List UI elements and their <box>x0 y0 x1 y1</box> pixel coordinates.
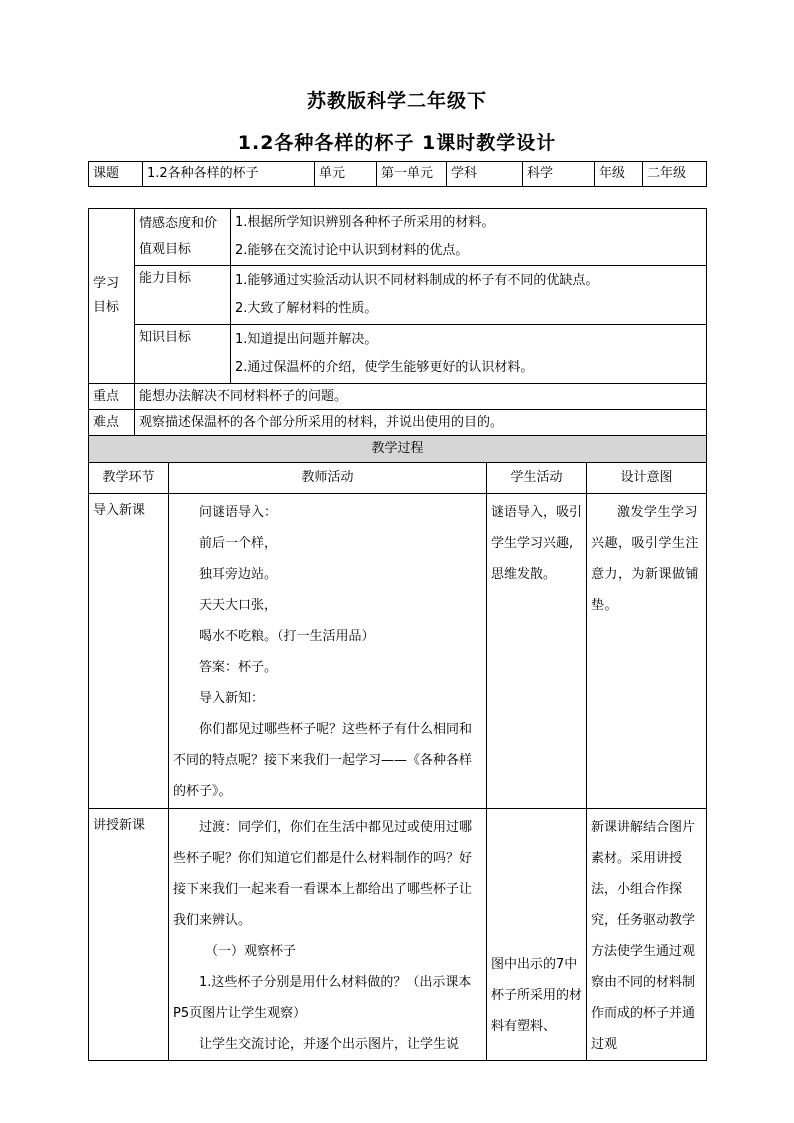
emotion-goal-item: 2.能够在交流讨论中认识到材料的优点。 <box>235 243 469 258</box>
document-title: 苏教版科学二年级下 <box>306 90 487 112</box>
goals-label: 学习目标 <box>93 276 120 315</box>
course-label: 课题 <box>89 162 143 187</box>
teacher-line: 独耳旁边站。 <box>199 567 278 582</box>
teacher-line: 你们都见过哪些杯子呢？这些杯子有什么相同和不同的特点呢？接下来我们一起学习——《各种各样的杯子》。 <box>173 722 473 799</box>
teacher-line: （一）观察杯子 <box>205 944 297 959</box>
subject-label: 学科 <box>447 162 523 187</box>
student-activity-cell: 谜语导入，吸引学生学习兴趣,思维发散。 <box>487 494 587 809</box>
grade-value: 二年级 <box>643 162 707 187</box>
teacher-line: 喝水不吃粮。（打一生活用品） <box>199 629 375 644</box>
emotion-goal-item: 1.根据所学知识辨别各种杯子所采用的材料。 <box>235 215 495 230</box>
column-header-student: 学生活动 <box>487 463 587 494</box>
teacher-line: 让学生交流讨论，并逐个出示图片，让学生说 <box>199 1037 460 1052</box>
column-header-intent: 设计意图 <box>587 463 707 494</box>
difficulty-label: 难点 <box>89 410 135 436</box>
teacher-line: 天天大口张， <box>199 598 278 613</box>
knowledge-goal-item: 2.通过保温杯的介绍，使学生能够更好的认识材料。 <box>235 360 534 375</box>
unit-label: 单元 <box>315 162 377 187</box>
table-row <box>89 494 707 809</box>
design-intent-cell: 新课讲解结合图片素材。采用讲授法，小组合作探究，任务驱动教学方法使学生通过观察由不同的材料制作而成的杯子并通过观 <box>587 809 707 1061</box>
course-value: 1.2各种各样的杯子 <box>143 162 315 187</box>
column-header-teacher: 教师活动 <box>169 463 487 494</box>
process-header: 教学过程 <box>89 436 707 463</box>
stage-cell: 导入新课 <box>89 494 169 809</box>
goals-label-cell <box>89 209 135 384</box>
teacher-line: 1.这些杯子分别是用什么材料做的？（出示课本P5页图片让学生观察） <box>173 975 472 1021</box>
info-row <box>89 162 707 187</box>
emotion-goal-label: 情感态度和价值观目标 <box>139 216 218 257</box>
emotion-goal-label-cell <box>135 209 231 266</box>
stage-cell: 讲授新课 <box>89 809 169 1061</box>
design-intent-cell: 激发学生学习兴趣，吸引学生注意力，为新课做铺垫。 <box>587 494 707 809</box>
knowledge-goal-item: 1.知道提出问题并解决。 <box>235 332 378 347</box>
teacher-line: 问谜语导入： <box>199 505 278 520</box>
unit-value: 第一单元 <box>377 162 447 187</box>
teacher-activity-cell <box>169 809 487 1061</box>
key-point-text: 能想办法解决不同材料杯子的问题。 <box>135 384 707 410</box>
teacher-line: 答案：杯子。 <box>199 660 278 675</box>
column-header-stage: 教学环节 <box>89 463 169 494</box>
teacher-line: 导入新知： <box>199 691 265 706</box>
info-table <box>88 161 707 187</box>
emotion-goal-cell <box>231 209 707 266</box>
lesson-plan-table <box>88 208 707 1061</box>
subject-value: 科学 <box>523 162 595 187</box>
teacher-line: 过渡：同学们，你们在生活中都见过或使用过哪些杯子呢？你们知道它们都是什么材料制作的吗？好接下来我们一起来看一看课本上都给出了哪些杯子让我们来辨认。 <box>173 820 473 928</box>
ability-goal-item: 2.大致了解材料的性质。 <box>235 301 378 316</box>
ability-goal-cell <box>231 266 707 325</box>
knowledge-goal-cell <box>231 325 707 384</box>
knowledge-goal-label: 知识目标 <box>135 325 231 384</box>
key-point-label: 重点 <box>89 384 135 410</box>
teacher-activity-cell <box>169 494 487 809</box>
table-row <box>89 809 707 1061</box>
student-activity-cell: 图中出示的7中杯子所采用的材料有塑料、 <box>487 809 587 1061</box>
lesson-title: 1.2各种各样的杯子 1课时教学设计 <box>237 132 557 154</box>
difficulty-text: 观察描述保温杯的各个部分所采用的材料，并说出使用的目的。 <box>135 410 707 436</box>
ability-goal-item: 1.能够通过实验活动认识不同材料制成的杯子有不同的优缺点。 <box>235 273 599 288</box>
teacher-line: 前后一个样， <box>199 536 278 551</box>
grade-label: 年级 <box>595 162 643 187</box>
ability-goal-label: 能力目标 <box>135 266 231 325</box>
